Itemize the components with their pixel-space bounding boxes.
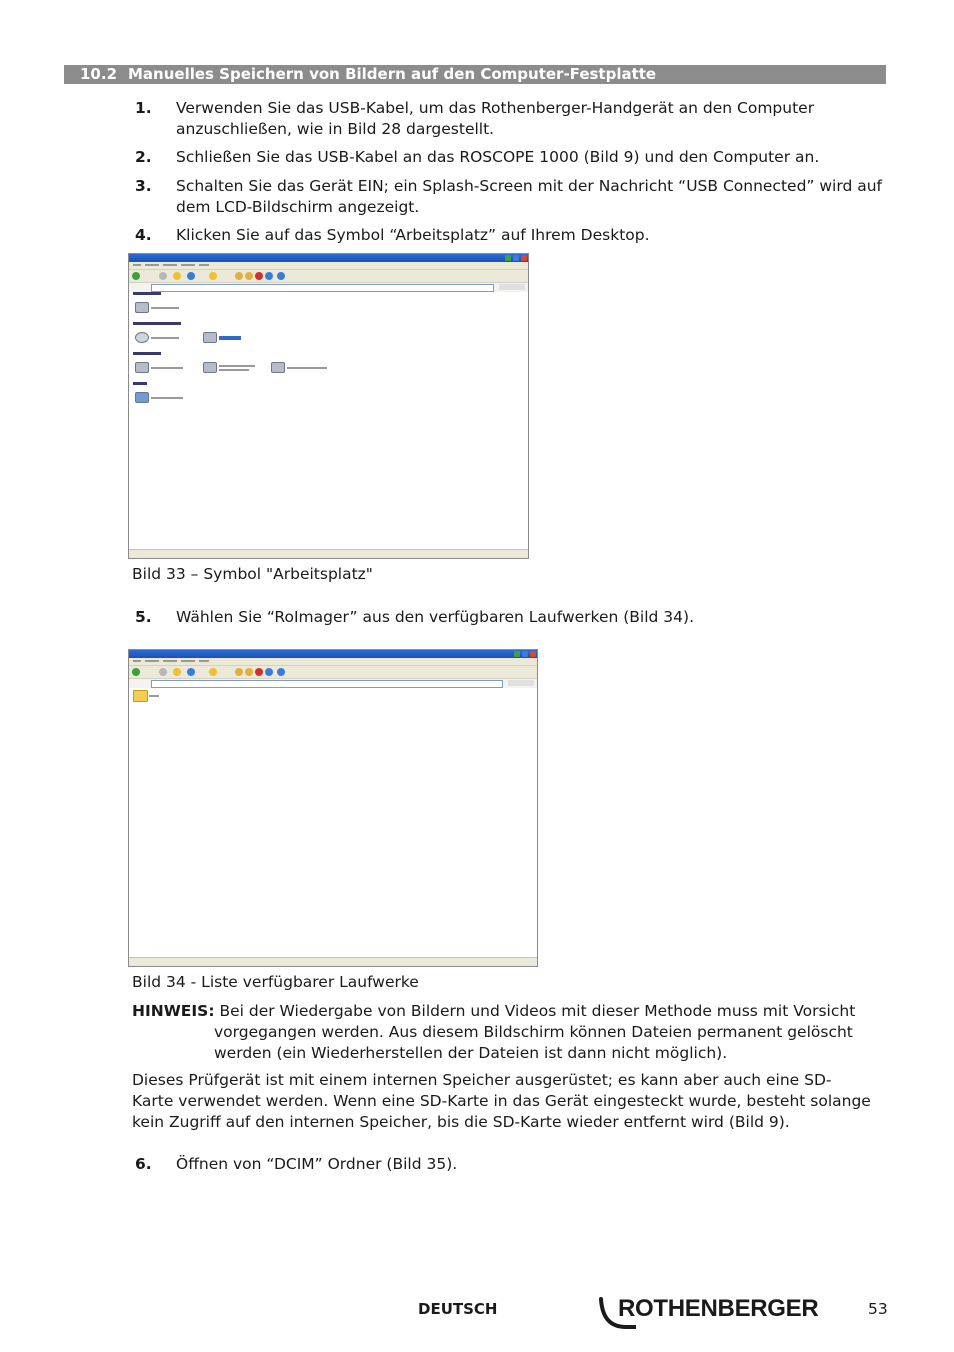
figure-my-computer-screenshot	[128, 253, 529, 559]
network-drive-icon	[135, 362, 149, 373]
window-menubar	[129, 262, 528, 270]
network-drive-icon	[271, 362, 285, 373]
step-number: 2.	[135, 148, 152, 166]
window-toolbar	[129, 666, 537, 679]
step-6	[135, 1154, 885, 1175]
rothenberger-logo	[596, 1293, 836, 1331]
minimize-icon	[514, 651, 520, 657]
back-icon	[132, 668, 140, 676]
program-icon	[135, 392, 149, 403]
note-text-first: Bei der Wiedergabe von Bildern und Videos mit dieser Methode muss mit Vorsicht	[214, 1002, 856, 1020]
step-number: 3.	[135, 177, 152, 195]
step-4	[135, 225, 885, 246]
move-icon	[235, 272, 243, 280]
step-number: 5.	[135, 608, 152, 626]
step-5	[135, 607, 885, 628]
window-statusbar	[129, 549, 528, 558]
note-block	[132, 1001, 862, 1064]
forward-icon	[159, 272, 167, 280]
close-icon	[521, 255, 527, 261]
copy-icon	[245, 668, 253, 676]
folders-icon	[209, 272, 217, 280]
forward-icon	[159, 668, 167, 676]
search-icon	[187, 272, 195, 280]
figure-34-caption: Bild 34 - Liste verfügbarer Laufwerke	[132, 973, 419, 991]
removable-drive-icon	[203, 332, 217, 343]
cd-drive-icon	[135, 332, 149, 343]
undo-icon	[265, 668, 273, 676]
move-icon	[235, 668, 243, 676]
window-titlebar	[129, 254, 528, 262]
step-text: Wählen Sie “RoImager” aus den verfügbaren Laufwerken (Bild 34).	[176, 608, 694, 626]
delete-icon	[255, 668, 263, 676]
folder-icon	[133, 690, 148, 702]
window-content	[129, 292, 528, 549]
note-label: HINWEIS:	[132, 1002, 215, 1020]
hard-disk-icon	[135, 302, 149, 313]
step-3	[135, 176, 885, 218]
window-titlebar	[129, 650, 537, 658]
footer-language: DEUTSCH	[418, 1300, 498, 1318]
page-number: 53	[868, 1300, 888, 1318]
brand-name: ROTHENBERGER	[618, 1295, 819, 1322]
step-text: Verwenden Sie das USB-Kabel, um das Rothenberger-Handgerät an den Computer anzuschließen, wie in Bild 28 dargestellt.	[176, 99, 815, 138]
figure-33-caption: Bild 33 – Symbol "Arbeitsplatz"	[132, 565, 373, 583]
folders-icon	[209, 668, 217, 676]
window-toolbar	[129, 270, 528, 283]
step-text: Schließen Sie das USB-Kabel an das ROSCOPE 1000 (Bild 9) und den Computer an.	[176, 148, 820, 166]
step-text: Schalten Sie das Gerät EIN; ein Splash-Screen mit der Nachricht “USB Connected” wird auf dem LCD-Bildschirm angezeigt.	[176, 177, 882, 216]
step-text: Klicken Sie auf das Symbol “Arbeitsplatz” auf Ihrem Desktop.	[176, 226, 650, 244]
views-icon	[277, 272, 285, 280]
window-content	[129, 688, 537, 957]
section-header	[64, 65, 886, 84]
maximize-icon	[513, 255, 519, 261]
folder-up-icon	[173, 668, 181, 676]
close-icon	[530, 651, 536, 657]
window-statusbar	[129, 957, 537, 966]
step-text: Öffnen von “DCIM” Ordner (Bild 35).	[176, 1155, 458, 1173]
step-2	[135, 147, 885, 168]
folder-up-icon	[173, 272, 181, 280]
delete-icon	[255, 272, 263, 280]
step-1	[135, 98, 885, 140]
figure-drive-list-screenshot	[128, 649, 538, 967]
step-number: 4.	[135, 226, 152, 244]
window-menubar	[129, 658, 537, 666]
copy-icon	[245, 272, 253, 280]
step-number: 1.	[135, 99, 152, 117]
views-icon	[277, 668, 285, 676]
minimize-icon	[505, 255, 511, 261]
back-icon	[132, 272, 140, 280]
undo-icon	[265, 272, 273, 280]
search-icon	[187, 668, 195, 676]
body-paragraph: Dieses Prüfgerät ist mit einem internen Speicher ausgerüstet; es kann aber auch eine SD-Karte verwendet werden. Wenn eine SD-Karte in das Gerät eingesteckt wurde, besteht solange kein Zugriff auf den internen Speicher, bis die SD-Karte wieder entfernt wird (Bild 9).	[132, 1071, 871, 1131]
maximize-icon	[522, 651, 528, 657]
note-text-rest: vorgegangen werden. Aus diesem Bildschirm können Dateien permanent gelöscht werden (ein Wiederherstellen der Dateien ist dann nicht möglich).	[214, 1023, 853, 1062]
section-number: 10.2	[80, 65, 118, 83]
section-title: Manuelles Speichern von Bildern auf den Computer-Festplatte	[128, 65, 657, 83]
network-drive-icon	[203, 362, 217, 373]
step-number: 6.	[135, 1155, 152, 1173]
